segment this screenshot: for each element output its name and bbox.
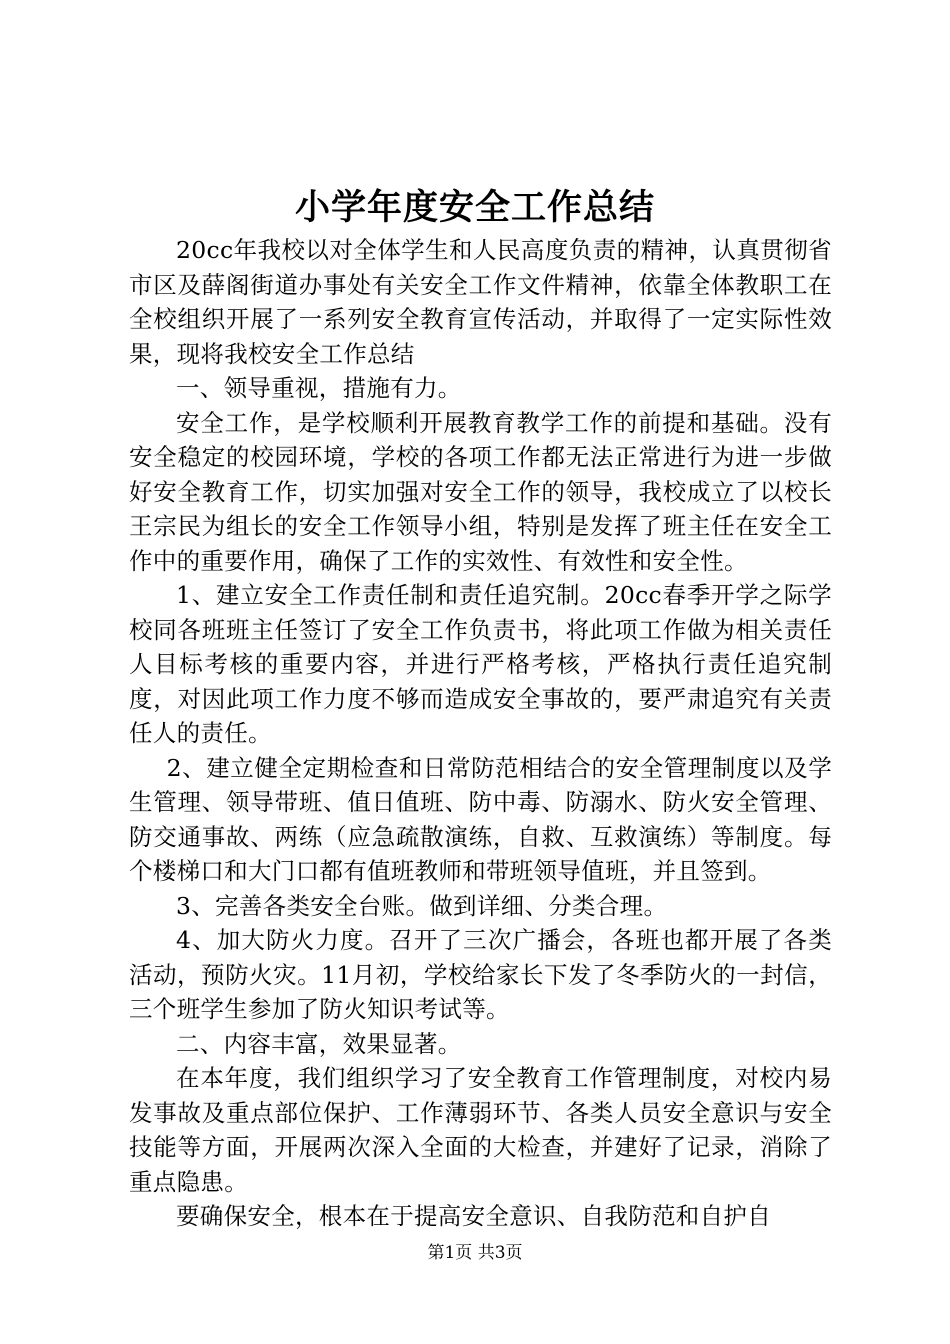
- page-number-footer: 第1页 共3页: [427, 1243, 523, 1263]
- document-body: [129, 233, 832, 1234]
- paragraph-item-1: 1、建立安全工作责任制和责任追究制。20cc春季开学之际学校同各班班主任签订了安全工作负责书，将此项工作做为相关责任人目标考核的重要内容，并进行严格考核，严格执行责任追究制度，对因此项工作力度不够而造成安全事故的，要严肃追究有关责任人的责任。: [129, 581, 832, 747]
- paragraph-content: 在本年度，我们组织学习了安全教育工作管理制度，对校内易发事故及重点部位保护、工作薄弱环节、各类人员安全意识与安全技能等方面，开展两次深入全面的大检查，并建好了记录，消除了重点隐患。: [129, 1064, 832, 1196]
- paragraph-intro: 20cc年我校以对全体学生和人民高度负责的精神，认真贯彻省市区及薛阁街道办事处有关安全工作文件精神，依靠全体教职工在全校组织开展了一系列安全教育宣传活动，并取得了一定实际性效果，现将我校安全工作总结: [129, 236, 832, 368]
- paragraph-item-3: 3、完善各类安全台账。做到详细、分类合理。: [176, 891, 668, 920]
- paragraph-item-2: 2、建立健全定期检查和日常防范相结合的安全管理制度以及学生管理、领导带班、值日值班、防中毒、防溺水、防火安全管理、防交通事故、两练（应急疏散演练，自救、互救演练）等制度。每个楼梯口和大门口都有值班教师和带班领导值班，并且签到。: [129, 753, 832, 885]
- paragraph-safety-awareness: 要确保安全，根本在于提高安全意识、自我防范和自护自: [176, 1202, 771, 1230]
- paragraph-item-4: 4、加大防火力度。召开了三次广播会，各班也都开展了各类活动，预防火灾。11月初，学校给家长下发了冬季防火的一封信，三个班学生参加了防火知识考试等。: [129, 926, 832, 1023]
- document-title: 小学年度安全工作总结: [294, 188, 655, 228]
- paragraph-leadership: 安全工作，是学校顺利开展教育教学工作的前提和基础。没有安全稳定的校园环境，学校的各项工作都无法正常进行为进一步做好安全教育工作，切实加强对安全工作的领导，我校成立了以校长王宗民为组长的安全工作领导小组，特别是发挥了班主任在安全工作中的重要作用，确保了工作的实效性、有效性和安全性。: [129, 408, 832, 575]
- section-heading-1: 一、领导重视，措施有力。: [176, 374, 462, 402]
- section-heading-2: 二、内容丰富，效果显著。: [176, 1029, 462, 1058]
